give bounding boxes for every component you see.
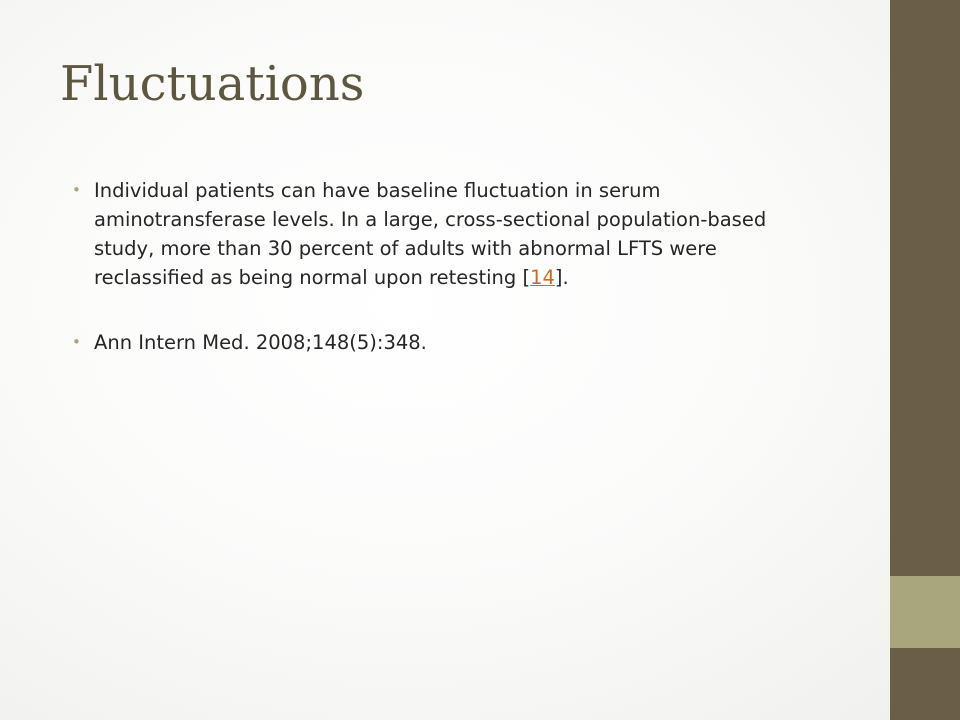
slide-title: Fluctuations (60, 56, 365, 112)
citation-bracket-close: ] (554, 266, 563, 289)
citation-link-14[interactable]: 14 (530, 266, 555, 289)
reference-text: Ann Intern Med. 2008;148(5):348. (94, 331, 427, 354)
bullet-text-end: . (562, 266, 569, 289)
citation-bracket-open: [ (522, 266, 531, 289)
sidebar-decoration (890, 0, 960, 720)
bullet-dot-icon: • (72, 181, 81, 199)
bullet-text: Individual patients can have baseline fluctuation in serum aminotransferase levels. In a large, cross-sectional population-based study, more than 30 percent of adults with abnormal LFTS were reclassified as being normal upon retesting (94, 179, 767, 289)
bullet-list (72, 176, 832, 357)
sidebar-accent-band (890, 576, 960, 648)
bullet-item-reference (72, 328, 832, 357)
bullet-item-fluctuation (72, 176, 832, 292)
bullet-dot-icon: • (72, 333, 81, 351)
